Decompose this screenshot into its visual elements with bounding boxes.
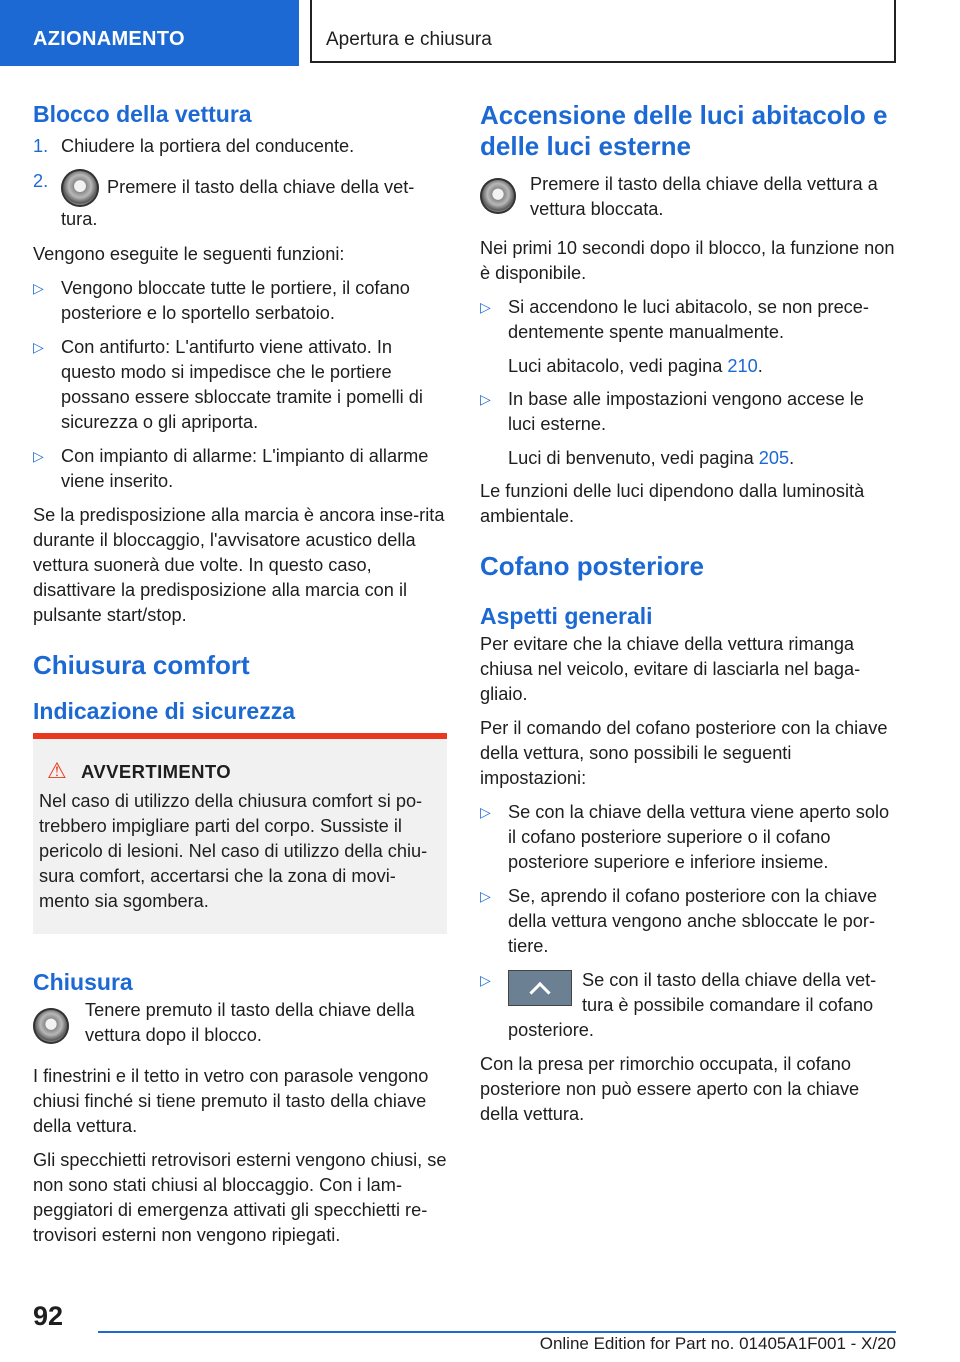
bullet-item bbox=[480, 800, 896, 875]
paragraph-comando: Per il comando del cofano posteriore con la chiave della vettura, sono possibili le seguenti impostazioni: bbox=[480, 718, 888, 788]
bullet-text: Vengono bloccate tutte le portiere, il cofano posteriore e lo sportello serbatoio. bbox=[61, 278, 410, 323]
bullet-triangle-icon: ▷ bbox=[33, 448, 44, 464]
step-text: Premere il tasto della chiave della vet-tura. bbox=[61, 176, 415, 229]
key-button-icon bbox=[33, 1008, 69, 1044]
bullet-triangle-icon: ▷ bbox=[33, 280, 44, 296]
page-number: 92 bbox=[33, 1301, 64, 1331]
bullet-text: Se con il tasto della chiave della vet-tura è possibile comandare il cofano posteriore. bbox=[508, 970, 877, 1040]
bullet-text: Se con la chiave della vettura viene aperto solo il cofano posteriore superiore o il cofano posteriore superiore e inferiore insieme. bbox=[508, 802, 890, 872]
bullet-triangle-icon: ▷ bbox=[480, 804, 491, 820]
bullet-text: Se, aprendo il cofano posteriore con la chiave della vettura vengono anche sbloccate le por-tiere. bbox=[508, 886, 878, 956]
page-link-205[interactable]: 205 bbox=[758, 448, 790, 468]
heading-aspetti-generali: Aspetti generali bbox=[480, 603, 653, 629]
step-2 bbox=[33, 169, 447, 232]
heading-chiusura-comfort: Chiusura comfort bbox=[33, 650, 250, 680]
paragraph-vengono: Vengono eseguite le seguenti funzioni: bbox=[33, 244, 345, 264]
page-link-210[interactable]: 210 bbox=[727, 356, 758, 376]
bullet-triangle-icon: ▷ bbox=[33, 339, 44, 355]
paragraph-funzioni-luci: Le funzioni delle luci dipendono dalla luminosità ambientale. bbox=[480, 481, 865, 526]
step-number: 2. bbox=[33, 171, 49, 191]
paragraph-presa-rimorchio: Con la presa per rimorchio occupata, il cofano posteriore non può essere aperto con la chiave della vettura. bbox=[480, 1054, 860, 1124]
key-instruction-row bbox=[33, 998, 447, 1048]
footer-divider bbox=[98, 1331, 896, 1333]
key-instruction-row bbox=[480, 172, 896, 222]
key-button-icon bbox=[61, 169, 99, 207]
bullet-triangle-icon: ▷ bbox=[480, 391, 491, 407]
left-column bbox=[33, 100, 447, 1257]
heading-chiusura: Chiusura bbox=[33, 969, 133, 995]
header-chapter-title: Apertura e chiusura bbox=[310, 0, 896, 63]
bullet-item bbox=[33, 335, 447, 435]
warning-triangle-icon: ⚠ bbox=[47, 758, 68, 783]
bullet-item bbox=[33, 276, 447, 326]
heading-indicazione-sicurezza: Indicazione di sicurezza bbox=[33, 698, 296, 724]
page-reference: Luci di benvenuto, vedi pagina 205. bbox=[508, 448, 795, 468]
right-column bbox=[480, 100, 896, 1136]
bullet-text: Si accendono le luci abitacolo, se non prece-dentemente spente manualmente. bbox=[508, 297, 869, 342]
bullet-item bbox=[33, 444, 447, 494]
paragraph-primi-secondi: Nei primi 10 secondi dopo il blocco, la funzione non è disponibile. bbox=[480, 238, 895, 283]
bullet-text: Con impianto di allarme: L'impianto di allarme viene inserito. bbox=[61, 446, 429, 491]
step-1 bbox=[33, 134, 447, 159]
heading-accensione-luci: Accensione delle luci abitacolo e delle luci esterne bbox=[480, 100, 888, 161]
header-section-label: AZIONAMENTO bbox=[0, 0, 299, 66]
bullet-item-with-key bbox=[480, 968, 896, 1043]
heading-cofano-posteriore: Cofano posteriore bbox=[480, 551, 704, 581]
bullet-text: Con antifurto: L'antifurto viene attivato. In questo modo si impedisce che le portiere possano essere sbloccate tramite i pomelli di sicurezza o gli apriporta. bbox=[61, 337, 423, 432]
reference-text: Luci di benvenuto, vedi pagina bbox=[508, 448, 759, 468]
footer-edition-text: Online Edition for Part no. 01405A1F001 - X/20 bbox=[539, 1334, 896, 1353]
warning-title-text: AVVERTIMENTO bbox=[81, 761, 232, 782]
bullet-triangle-icon: ▷ bbox=[480, 888, 491, 904]
paragraph-specchietti: Gli specchietti retrovisori esterni vengono chiusi, se non sono stati chiusi al bloccaggio. Con i lam-peggiatori di emergenza attivati gli specchietti re-trovisori esterni non vengono ripiegati. bbox=[33, 1150, 447, 1245]
warning-text: Nel caso di utilizzo della chiusura comfort si po-trebbero impigliare parti del corpo. Sussiste il pericolo di lesioni. Nel caso di utilizzo della chiu-sura comfort, accertarsi che la zona di movi-mento sia sgombera. bbox=[39, 791, 428, 911]
reference-text: Luci abitacolo, vedi pagina bbox=[508, 356, 728, 376]
bullet-item bbox=[480, 387, 896, 437]
paragraph-finestrini: I finestrini e il tetto in vetro con parasole vengono chiusi finché si tiene premuto il tasto della chiave della vettura. bbox=[33, 1066, 429, 1136]
bullet-text: In base alle impostazioni vengono accese le luci esterne. bbox=[508, 389, 864, 434]
key-button-icon bbox=[480, 178, 516, 214]
warning-box bbox=[33, 733, 447, 934]
page-reference: Luci abitacolo, vedi pagina 210. bbox=[508, 356, 763, 376]
heading-blocco: Blocco della vettura bbox=[33, 101, 252, 127]
bullet-item bbox=[480, 884, 896, 959]
warning-title bbox=[39, 759, 439, 785]
bullet-item bbox=[480, 295, 896, 345]
bullet-triangle-icon: ▷ bbox=[480, 299, 491, 315]
bullet-triangle-icon: ▷ bbox=[480, 972, 491, 988]
step-text: Chiudere la portiera del conducente. bbox=[61, 136, 355, 156]
paragraph-evitare: Per evitare che la chiave della vettura rimanga chiusa nel veicolo, evitare di lasciarla nel baga-gliaio. bbox=[480, 634, 861, 704]
tailgate-key-button-icon bbox=[508, 970, 572, 1006]
paragraph-tenere: Tenere premuto il tasto della chiave della vettura dopo il blocco. bbox=[85, 1000, 415, 1045]
step-number: 1. bbox=[33, 136, 49, 156]
paragraph-premere: Premere il tasto della chiave della vettura a vettura bloccata. bbox=[530, 174, 878, 219]
paragraph-predisposizione: Se la predisposizione alla marcia è ancora inse-rita durante il bloccaggio, l'avvisatore acustico della vettura suonerà due volte. In questo caso, disattivare la predisposizione alla marcia con il pulsante start/stop. bbox=[33, 505, 445, 625]
